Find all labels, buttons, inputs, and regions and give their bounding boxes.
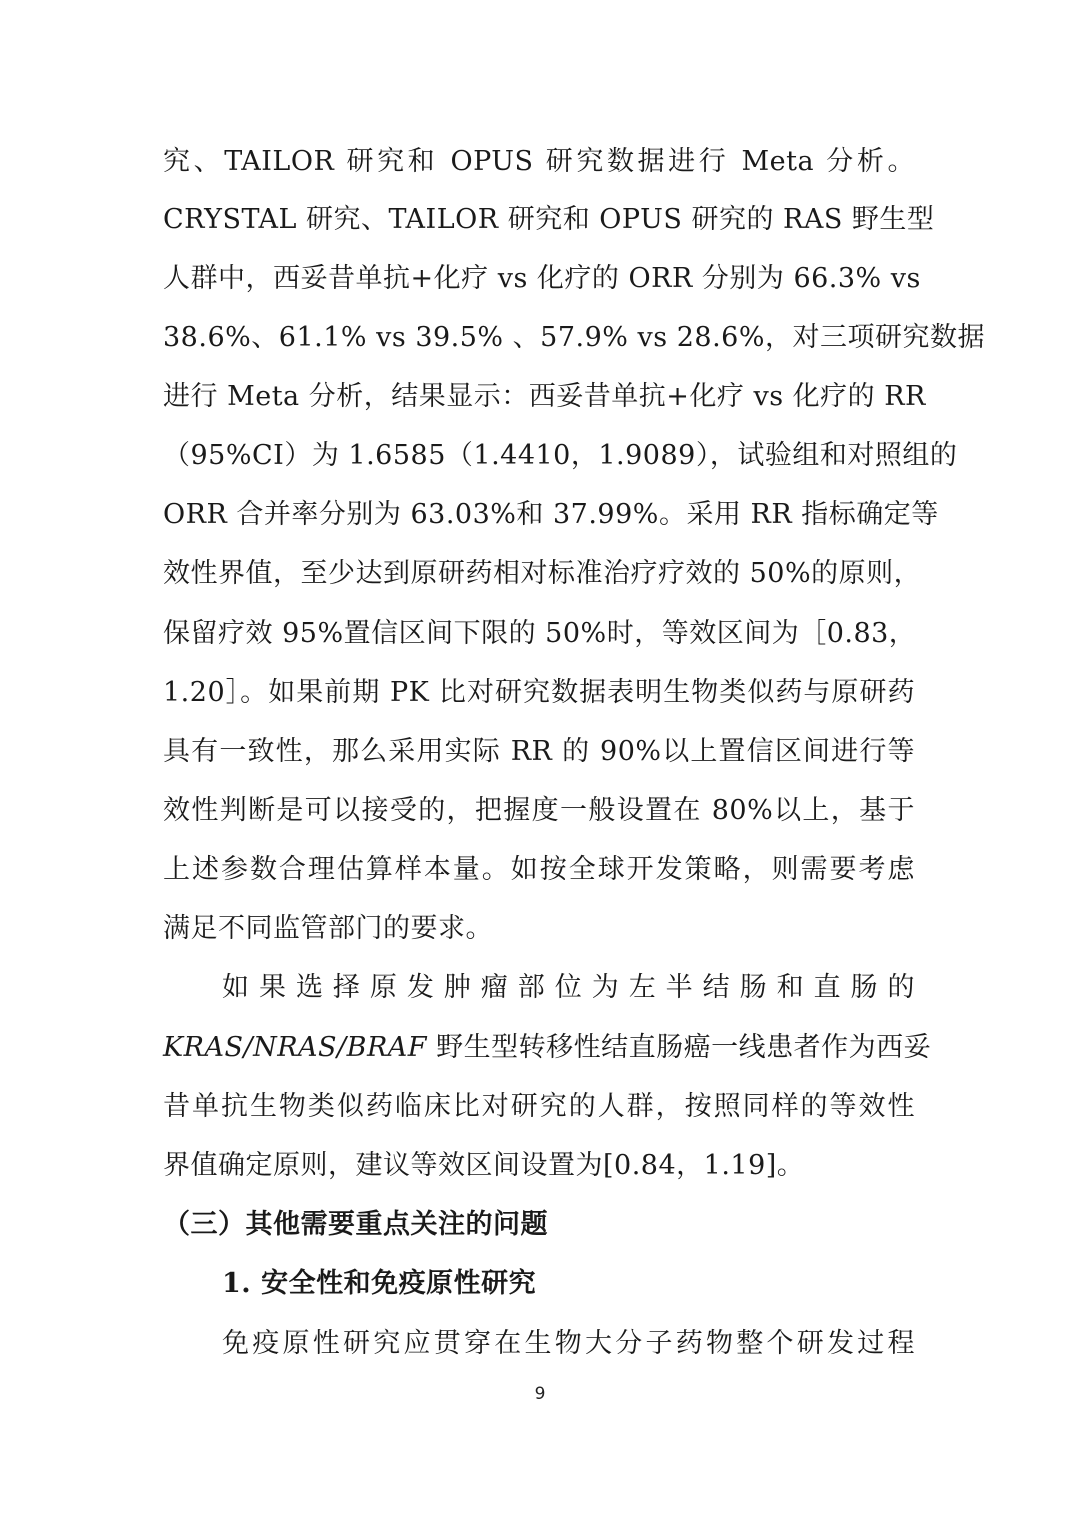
paragraph1-line-12: 效性判断是可以接受的，把握度一般设置在 80%以上，基于: [163, 795, 915, 826]
page-number: 9: [534, 1384, 546, 1404]
paragraph2-line-4: 界值确定原则，建议等效区间设置为[0.84，1.19]。: [163, 1150, 805, 1181]
section-heading: （三）其他需要重点关注的问题: [163, 1209, 548, 1240]
paragraph1-line-8: 效性界值，至少达到原研药相对标准治疗疗效的 50%的原则，: [163, 558, 922, 589]
paragraph1-line-5: 进行 Meta 分析，结果显示：西妥昔单抗+化疗 vs 化疗的 RR: [163, 381, 926, 412]
paragraph1-line-6: （95%CI）为 1.6585（1.4410，1.9089），试验组和对照组的: [163, 440, 958, 471]
gene-names-italic: KRAS/NRAS/BRAF: [163, 1032, 428, 1063]
paragraph1-line-2: CRYSTAL 研究、TAILOR 研究和 OPUS 研究的 RAS 野生型: [163, 204, 935, 235]
paragraph2-line-2: [163, 1028, 932, 1068]
paragraph1-line-13: 上述参数合理估算样本量。如按全球开发策略，则需要考虑: [163, 854, 915, 885]
paragraph1-line-4: 38.6%、61.1% vs 39.5% 、57.9% vs 28.6%，对三项研究数据: [163, 322, 985, 353]
paragraph1-line-3: 人群中，西妥昔单抗+化疗 vs 化疗的 ORR 分别为 66.3% vs: [163, 263, 921, 294]
paragraph2-line-1: 如果选择原发肿瘤部位为左半结肠和直肠的: [222, 972, 915, 1003]
paragraph2-line-2-text: 野生型转移性结直肠癌一线患者作为西妥: [427, 1032, 932, 1063]
paragraph1-line-14: 满足不同监管部门的要求。: [163, 913, 493, 944]
paragraph1-line-7: ORR 合并率分别为 63.03%和 37.99%。采用 RR 指标确定等: [163, 499, 939, 530]
paragraph1-line-9: 保留疗效 95%置信区间下限的 50%时，等效区间为［0.83，: [163, 618, 917, 649]
paragraph2-line-3: 昔单抗生物类似药临床比对研究的人群，按照同样的等效性: [163, 1091, 915, 1122]
paragraph1-line-11: 具有一致性，那么采用实际 RR 的 90%以上置信区间进行等: [163, 736, 915, 767]
paragraph1-line-10: 1.20］。如果前期 PK 比对研究数据表明生物类似药与原研药: [163, 677, 915, 708]
paragraph1-line-1: 究、TAILOR 研究和 OPUS 研究数据进行 Meta 分析。: [163, 146, 915, 177]
paragraph3-line-1: 免疫原性研究应贯穿在生物大分子药物整个研发过程: [222, 1328, 915, 1359]
subsection-heading: 1. 安全性和免疫原性研究: [222, 1268, 537, 1299]
